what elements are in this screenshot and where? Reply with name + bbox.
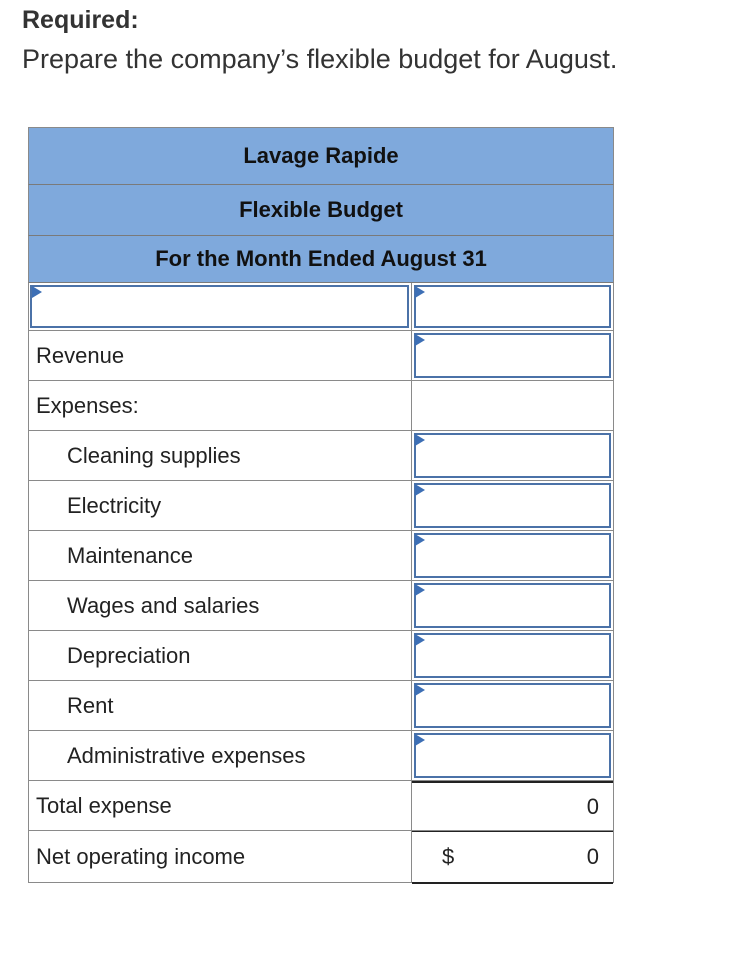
header-label-cell xyxy=(29,283,412,330)
company-name: Lavage Rapide xyxy=(28,127,614,185)
header-input-row xyxy=(28,283,614,331)
double-underline xyxy=(412,882,613,886)
dropdown-marker-icon xyxy=(415,684,425,696)
header-value-input[interactable] xyxy=(414,285,611,328)
currency-symbol: $ xyxy=(442,844,455,869)
expense-label: Rent xyxy=(29,681,412,730)
revenue-value-cell xyxy=(412,331,613,380)
depreciation-input[interactable] xyxy=(414,633,611,678)
expense-row xyxy=(28,481,614,531)
expenses-heading: Expenses: xyxy=(29,381,412,430)
dropdown-marker-icon xyxy=(415,434,425,446)
dropdown-marker-icon xyxy=(415,484,425,496)
header-value-cell xyxy=(412,283,613,330)
rent-input[interactable] xyxy=(414,683,611,728)
net-operating-income-label: Net operating income xyxy=(29,831,412,882)
administrative-expenses-input[interactable] xyxy=(414,733,611,778)
expense-label: Wages and salaries xyxy=(29,581,412,630)
total-expense-label: Total expense xyxy=(29,781,412,830)
flexible-budget-table xyxy=(28,127,614,883)
expense-value-cell xyxy=(412,731,613,780)
maintenance-input[interactable] xyxy=(414,533,611,578)
dropdown-marker-icon xyxy=(415,634,425,646)
expense-value-cell xyxy=(412,431,613,480)
net-operating-income-value: 0 xyxy=(586,844,599,869)
report-title: Flexible Budget xyxy=(28,185,614,236)
expense-value-cell xyxy=(412,481,613,530)
net-operating-income-cell xyxy=(412,831,613,882)
total-expense-row xyxy=(28,781,614,831)
expense-row xyxy=(28,681,614,731)
revenue-row xyxy=(28,331,614,381)
dropdown-marker-icon xyxy=(415,534,425,546)
expense-row xyxy=(28,431,614,481)
electricity-input[interactable] xyxy=(414,483,611,528)
required-heading: Required: xyxy=(22,6,139,34)
instruction-text: Prepare the company’s flexible budget for August. xyxy=(22,44,618,74)
dropdown-marker-icon xyxy=(32,286,42,298)
revenue-label: Revenue xyxy=(29,331,412,380)
wages-salaries-input[interactable] xyxy=(414,583,611,628)
cleaning-supplies-input[interactable] xyxy=(414,433,611,478)
expense-row xyxy=(28,581,614,631)
dropdown-marker-icon xyxy=(415,286,425,298)
total-expense-value: 0 xyxy=(412,781,613,830)
expense-value-cell xyxy=(412,631,613,680)
expenses-heading-value xyxy=(412,381,613,430)
net-operating-income-row xyxy=(28,831,614,883)
report-period: For the Month Ended August 31 xyxy=(28,236,614,283)
expense-value-cell xyxy=(412,581,613,630)
header-label-input[interactable] xyxy=(30,285,409,328)
expense-label: Administrative expenses xyxy=(29,731,412,780)
expense-label: Electricity xyxy=(29,481,412,530)
expense-label: Cleaning supplies xyxy=(29,431,412,480)
revenue-input[interactable] xyxy=(414,333,611,378)
expense-value-cell xyxy=(412,681,613,730)
expense-row xyxy=(28,731,614,781)
expense-label: Maintenance xyxy=(29,531,412,580)
expense-value-cell xyxy=(412,531,613,580)
dropdown-marker-icon xyxy=(415,734,425,746)
expense-label: Depreciation xyxy=(29,631,412,680)
dropdown-marker-icon xyxy=(415,584,425,596)
dropdown-marker-icon xyxy=(415,334,425,346)
expense-row xyxy=(28,531,614,581)
expenses-heading-row xyxy=(28,381,614,431)
expense-row xyxy=(28,631,614,681)
